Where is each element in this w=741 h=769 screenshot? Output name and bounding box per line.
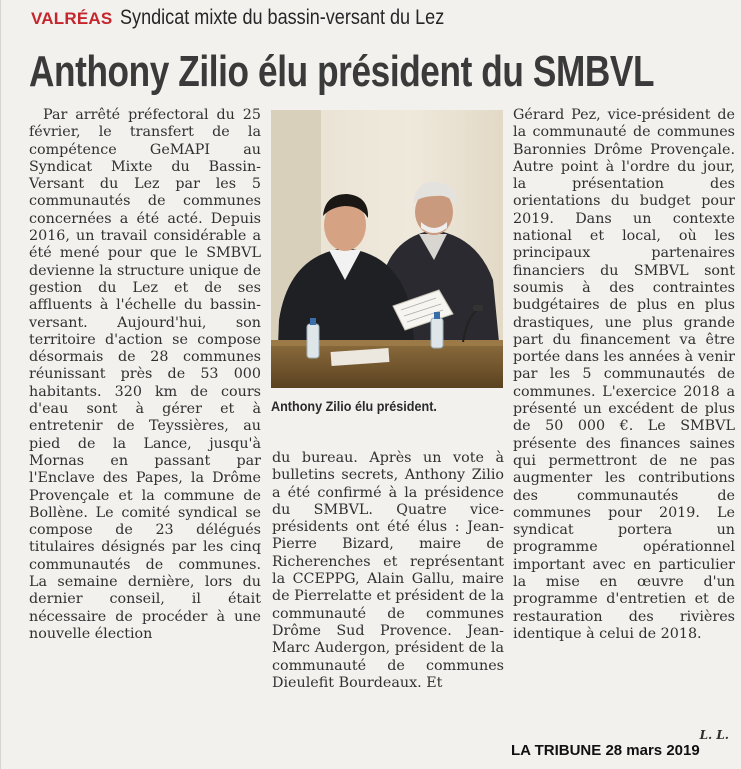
headline: Anthony Zilio élu président du SMBVL: [29, 47, 655, 96]
source-line: LA TRIBUNE 28 mars 2019: [511, 742, 700, 759]
meeting-photo-illustration: [271, 110, 503, 388]
kicker-place: VALRÉAS: [31, 9, 113, 28]
article-column-1: [29, 107, 261, 643]
article-column-3: [513, 107, 735, 643]
article-text-col1: Par arrêté préfectoral du 25 février, le transfert de la compétence GeMAPI au Syndicat Mixte du Bassin-Versant du Lez par les 5 communautés de communes concernées a été acté. Depuis 2016, un travail considérable a été mené pour que le SMBVL devienne la structure unique de gestion du Lez et de ses affluents à l'échelle du bassin-versant. Aujourd'hui, son territoire d'action se compose désormais de 28 communes réunissant près de 53 000 habitants. 320 km de cours d'eau sont à gérer et à entretenir de Teyssières, au pied de la Lance, jusqu'à Mornas en passant par l'Enclave des Papes, la Drôme Provençale et la commune de Bollène. Le comité syndical se compose de 23 délégués titulaires désignés par les cinq communautés de communes. La semaine dernière, lors du dernier conseil, il était nécessaire de procéder à une nouvelle élection: [29, 107, 261, 642]
photo-caption: Anthony Zilio élu président.: [271, 398, 437, 414]
author-initials: L. L.: [699, 728, 729, 742]
article-text-col3: Gérard Pez, vice-président de la communauté de communes Baronnies Drôme Provençale. Autre point à l'ordre du jour, la présentation des orientations du budget pour 2019. Dans un contexte national et local, où les principaux partenaires financiers du SMBVL sont soumis à des contraintes budgétaires de plus en plus drastiques, une plus grande part du financement va être portée dans les années à venir par les 5 communautés de communes. L'exercice 2018 a présenté un excédent de plus de 50 000 €. Le SMBVL présente des finances saines qui permettront de ne pas augmenter les contributions des communautés de communes pour 2019. Le syndicat portera un programme opérationnel important avec en particulier la mise en œuvre d'un programme d'entretien et de restauration des rivières identique à celui de 2018.: [513, 107, 735, 642]
article-photo: [271, 110, 503, 388]
article-text-col2: du bureau. Après un vote à bulletins secrets, Anthony Zilio a été confirmé à la présidence du SMBVL. Quatre vice-présidents ont été élus : Jean-Pierre Bizard, maire de Richerenches et représentant la CCEPPG, Alain Gallu, maire de Pierrelatte et président de la communauté de communes Drôme Sud Provence. Jean-Marc Audergon, président de la communauté de communes Dieulefit Bourdeaux. Et: [272, 450, 505, 691]
article-column-2: [272, 450, 504, 692]
kicker-subtitle: Syndicat mixte du bassin-versant du Lez: [120, 6, 445, 29]
kicker-line: [31, 6, 497, 36]
